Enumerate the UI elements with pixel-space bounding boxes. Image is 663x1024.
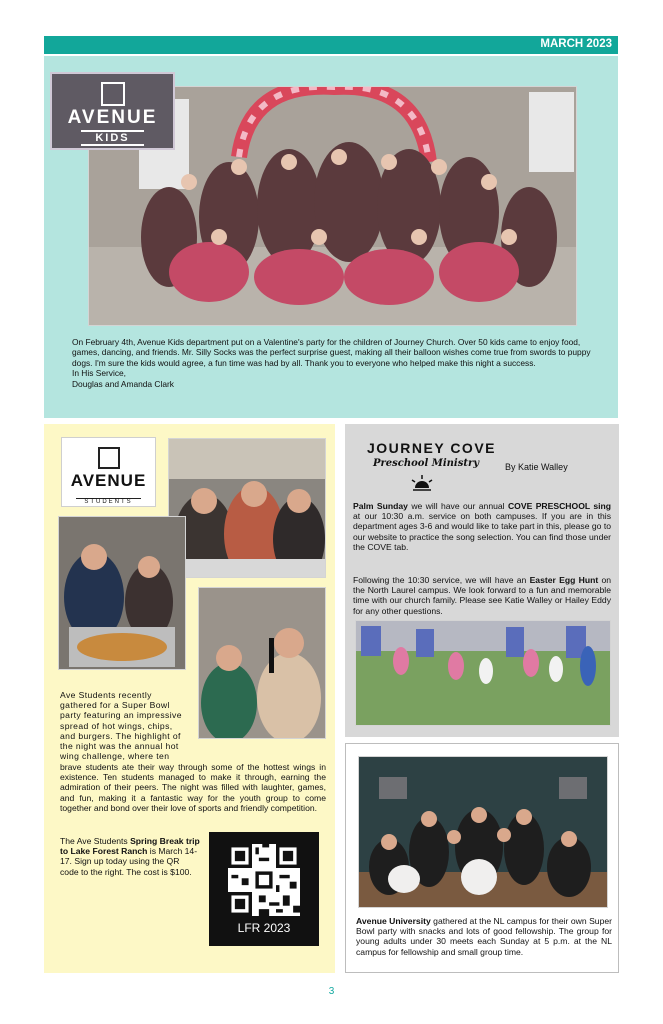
cove-byline: By Katie Walley xyxy=(505,462,568,472)
avenue-university-bold: Avenue University xyxy=(356,916,431,926)
cove-section xyxy=(345,424,619,737)
qr-code-pattern-icon xyxy=(228,844,300,916)
avenue-students-logo xyxy=(61,437,156,507)
avenue-kids-logo xyxy=(50,72,175,150)
spring-break-bold: Spring Break trip to Lake Forest Ranch xyxy=(60,836,200,857)
page-number: 3 xyxy=(328,986,335,997)
avenue-mark-icon xyxy=(101,82,125,106)
sun-icon xyxy=(409,474,435,492)
students-photo-3 xyxy=(198,587,326,739)
header-bar xyxy=(44,36,618,54)
kids-logo-sub: KIDS xyxy=(81,130,143,146)
university-paragraph xyxy=(356,916,612,957)
egg-hunt-bold: Easter Egg Hunt xyxy=(529,575,599,585)
spring-break-lead: The Ave Students xyxy=(60,836,131,846)
cove-p1-text-a: we will have our annual xyxy=(407,501,508,511)
university-section xyxy=(345,743,619,973)
egg-hunt-photo-icon xyxy=(356,621,610,725)
students-section xyxy=(44,424,335,973)
students-story-part2: brave students ate their way through some of the hottest wings in existence. Ten students managed to make it through, earning the admiration of their peers. The night was filled with laughter, games, and fun, making it a fantastic way for the youth group to come together and bond over their love of sports and friendly competition. xyxy=(60,762,326,813)
spring-break-text xyxy=(60,836,200,877)
cove-paragraph-1 xyxy=(353,501,611,552)
university-group-photo-icon xyxy=(359,757,607,907)
kids-logo-word: AVENUE xyxy=(67,107,158,128)
students-wings-photo-icon xyxy=(59,517,185,669)
egg-hunt-photo xyxy=(355,620,611,726)
cove-sing-bold: COVE PRESCHOOL sing xyxy=(507,501,612,511)
students-microphone-photo-icon xyxy=(199,588,325,738)
palm-sunday-bold: Palm Sunday xyxy=(353,501,408,511)
issue-date: MARCH 2023 xyxy=(540,38,612,50)
cove-logo-title: JOURNEY COVE xyxy=(367,440,496,456)
cove-paragraph-2 xyxy=(353,575,611,616)
students-group-photo-icon xyxy=(169,439,325,577)
qr-card xyxy=(209,832,319,946)
kids-paragraph: On February 4th, Avenue Kids department put on a Valentine's party for the children of Journey Church. Over 50 kids came to enjoy food, games, dancing, and friends. Mr. Silly Socks was the perfect surprise guest, making all their balloon wishes come true from swords to puppy dogs. I'm sure the kids would agree, a fun time was had by all. Thank you to everyone who helped make this night a success. xyxy=(72,337,591,368)
kids-closing: In His Service, xyxy=(72,368,126,379)
avenue-mark-icon xyxy=(98,447,120,469)
students-story-part1: Ave Students recently gathered for a Super Bowl party featuring an impressive spread of hot wings, chips, and burgers. The highlight of the night was the annual hot wing challenge, where ten xyxy=(60,690,182,762)
university-text-rest: gathered at the NL campus for their own Super Bowl party with snacks and lots of good fellowship. The group for young adults under 30 meets each Sunday at 5 p.m. at the NL campus for fellowship and small group time. xyxy=(356,916,612,957)
cove-p2-text-a: Following the 10:30 service, we will have an xyxy=(353,575,530,585)
students-photo-1 xyxy=(168,438,326,578)
kids-section xyxy=(44,56,618,418)
cove-p1-text-b: at our 10:30 a.m. service on both campuses. If you are in this department ages 3-6 and would like to take part in this, please go to our website to practice the song selection. You can find those under the COVE tab. xyxy=(353,511,611,552)
cove-p2-text-b: on the North Laurel campus. We look forward to a fun and memorable time with our church family. Please see Katie Walley or Hailey Eddy for any other questions. xyxy=(353,575,612,616)
students-logo-sub: STUDENTS xyxy=(76,498,140,505)
students-logo-word: AVENUE xyxy=(70,471,147,490)
kids-signature: Douglas and Amanda Clark xyxy=(72,378,174,389)
students-photo-2 xyxy=(58,516,186,670)
spring-break-rest: is March 14-17. Sign up today using the QR code to the right. The cost is $100. xyxy=(60,846,198,877)
university-photo xyxy=(358,756,608,908)
kids-story xyxy=(72,337,602,389)
qr-code-icon[interactable] xyxy=(228,844,300,916)
qr-caption: LFR 2023 xyxy=(237,921,291,935)
cove-logo-sub: Preschool Ministry xyxy=(373,458,480,469)
